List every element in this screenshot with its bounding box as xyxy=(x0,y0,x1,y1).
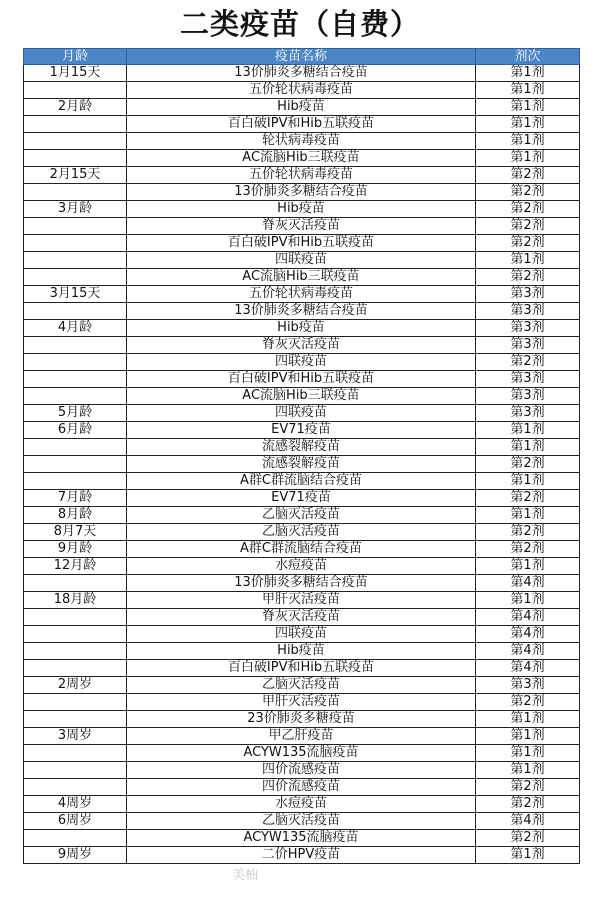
cell-age xyxy=(24,626,127,643)
table-row xyxy=(24,252,580,269)
cell-age xyxy=(24,252,127,269)
cell-vaccine-name: 13价肺炎多糖结合疫苗 xyxy=(127,575,476,592)
cell-dose: 第2剂 xyxy=(476,490,580,507)
table-row xyxy=(24,65,580,82)
cell-vaccine-name: AC流脑Hib三联疫苗 xyxy=(127,269,476,286)
table-row xyxy=(24,575,580,592)
cell-vaccine-name: 五价轮状病毒疫苗 xyxy=(127,82,476,99)
table-row xyxy=(24,82,580,99)
cell-age: 4月龄 xyxy=(24,320,127,337)
cell-dose: 第1剂 xyxy=(476,745,580,762)
cell-age xyxy=(24,711,127,728)
cell-dose: 第2剂 xyxy=(476,456,580,473)
cell-dose: 第3剂 xyxy=(476,405,580,422)
cell-vaccine-name: 13价肺炎多糖结合疫苗 xyxy=(127,184,476,201)
cell-dose: 第2剂 xyxy=(476,218,580,235)
cell-age xyxy=(24,303,127,320)
cell-vaccine-name: Hib疫苗 xyxy=(127,99,476,116)
cell-dose: 第3剂 xyxy=(476,320,580,337)
cell-vaccine-name: 13价肺炎多糖结合疫苗 xyxy=(127,65,476,82)
cell-dose: 第2剂 xyxy=(476,524,580,541)
table-row xyxy=(24,303,580,320)
cell-vaccine-name: 四联疫苗 xyxy=(127,405,476,422)
table-row xyxy=(24,269,580,286)
cell-dose: 第1剂 xyxy=(476,150,580,167)
cell-vaccine-name: Hib疫苗 xyxy=(127,201,476,218)
table-row xyxy=(24,592,580,609)
cell-vaccine-name: ACYW135流脑疫苗 xyxy=(127,830,476,847)
cell-vaccine-name: 乙脑灭活疫苗 xyxy=(127,524,476,541)
table-header-row xyxy=(24,49,580,65)
cell-age: 6周岁 xyxy=(24,813,127,830)
cell-age: 9周岁 xyxy=(24,847,127,864)
cell-dose: 第1剂 xyxy=(476,116,580,133)
cell-age: 9月龄 xyxy=(24,541,127,558)
cell-age: 8月7天 xyxy=(24,524,127,541)
cell-age: 5月龄 xyxy=(24,405,127,422)
cell-age: 3月15天 xyxy=(24,286,127,303)
table-row xyxy=(24,201,580,218)
cell-dose: 第1剂 xyxy=(476,422,580,439)
cell-vaccine-name: 23价肺炎多糖疫苗 xyxy=(127,711,476,728)
table-row xyxy=(24,388,580,405)
table-row xyxy=(24,490,580,507)
vaccine-schedule-table xyxy=(23,48,580,864)
cell-vaccine-name: 四价流感疫苗 xyxy=(127,779,476,796)
table-row xyxy=(24,677,580,694)
cell-dose: 第1剂 xyxy=(476,728,580,745)
table-row xyxy=(24,150,580,167)
cell-age xyxy=(24,235,127,252)
table-row xyxy=(24,541,580,558)
cell-vaccine-name: 水痘疫苗 xyxy=(127,558,476,575)
cell-dose: 第4剂 xyxy=(476,626,580,643)
cell-age: 1月15天 xyxy=(24,65,127,82)
cell-vaccine-name: 四价流感疫苗 xyxy=(127,762,476,779)
table-row xyxy=(24,558,580,575)
cell-age xyxy=(24,694,127,711)
cell-vaccine-name: 轮状病毒疫苗 xyxy=(127,133,476,150)
cell-age: 18月龄 xyxy=(24,592,127,609)
cell-dose: 第1剂 xyxy=(476,473,580,490)
cell-vaccine-name: EV71疫苗 xyxy=(127,422,476,439)
cell-vaccine-name: 脊灰灭活疫苗 xyxy=(127,218,476,235)
cell-dose: 第4剂 xyxy=(476,813,580,830)
table-row xyxy=(24,133,580,150)
cell-dose: 第3剂 xyxy=(476,677,580,694)
cell-dose: 第1剂 xyxy=(476,65,580,82)
cell-dose: 第2剂 xyxy=(476,796,580,813)
cell-vaccine-name: 五价轮状病毒疫苗 xyxy=(127,167,476,184)
table-row xyxy=(24,507,580,524)
cell-vaccine-name: 百白破IPV和Hib五联疫苗 xyxy=(127,235,476,252)
table-row xyxy=(24,218,580,235)
cell-dose: 第2剂 xyxy=(476,201,580,218)
header-vaccine-name: 疫苗名称 xyxy=(127,49,476,65)
cell-dose: 第2剂 xyxy=(476,541,580,558)
watermark: 美柚 xyxy=(232,868,259,883)
table-row xyxy=(24,167,580,184)
cell-dose: 第4剂 xyxy=(476,609,580,626)
cell-dose: 第1剂 xyxy=(476,711,580,728)
cell-vaccine-name: 四联疫苗 xyxy=(127,626,476,643)
table-row xyxy=(24,694,580,711)
cell-dose: 第2剂 xyxy=(476,167,580,184)
cell-age xyxy=(24,762,127,779)
cell-age xyxy=(24,133,127,150)
cell-vaccine-name: 脊灰灭活疫苗 xyxy=(127,337,476,354)
cell-age: 2月龄 xyxy=(24,99,127,116)
cell-dose: 第1剂 xyxy=(476,592,580,609)
cell-dose: 第2剂 xyxy=(476,269,580,286)
table-row xyxy=(24,286,580,303)
cell-vaccine-name: 百白破IPV和Hib五联疫苗 xyxy=(127,660,476,677)
table-row xyxy=(24,354,580,371)
cell-dose: 第2剂 xyxy=(476,694,580,711)
cell-vaccine-name: 流感裂解疫苗 xyxy=(127,439,476,456)
cell-vaccine-name: 乙脑灭活疫苗 xyxy=(127,677,476,694)
cell-dose: 第3剂 xyxy=(476,388,580,405)
cell-dose: 第1剂 xyxy=(476,99,580,116)
cell-dose: 第1剂 xyxy=(476,133,580,150)
cell-vaccine-name: 二价HPV疫苗 xyxy=(127,847,476,864)
cell-age: 8月龄 xyxy=(24,507,127,524)
cell-age: 3月龄 xyxy=(24,201,127,218)
table-row xyxy=(24,116,580,133)
cell-age: 4周岁 xyxy=(24,796,127,813)
cell-vaccine-name: ACYW135流脑疫苗 xyxy=(127,745,476,762)
cell-age xyxy=(24,609,127,626)
cell-age xyxy=(24,82,127,99)
cell-age: 3周岁 xyxy=(24,728,127,745)
table-row xyxy=(24,745,580,762)
table-row xyxy=(24,660,580,677)
cell-dose: 第4剂 xyxy=(476,575,580,592)
cell-age xyxy=(24,779,127,796)
cell-dose: 第4剂 xyxy=(476,643,580,660)
cell-vaccine-name: Hib疫苗 xyxy=(127,320,476,337)
cell-age xyxy=(24,269,127,286)
header-dose: 剂次 xyxy=(476,49,580,65)
cell-vaccine-name: 甲乙肝疫苗 xyxy=(127,728,476,745)
table-row xyxy=(24,320,580,337)
cell-dose: 第1剂 xyxy=(476,252,580,269)
cell-vaccine-name: A群C群流脑结合疫苗 xyxy=(127,473,476,490)
cell-age: 6月龄 xyxy=(24,422,127,439)
cell-age xyxy=(24,643,127,660)
cell-dose: 第1剂 xyxy=(476,82,580,99)
cell-vaccine-name: 脊灰灭活疫苗 xyxy=(127,609,476,626)
cell-vaccine-name: 百白破IPV和Hib五联疫苗 xyxy=(127,371,476,388)
cell-age xyxy=(24,184,127,201)
cell-vaccine-name: 五价轮状病毒疫苗 xyxy=(127,286,476,303)
cell-age xyxy=(24,116,127,133)
cell-vaccine-name: 百白破IPV和Hib五联疫苗 xyxy=(127,116,476,133)
cell-dose: 第2剂 xyxy=(476,235,580,252)
cell-dose: 第1剂 xyxy=(476,507,580,524)
table-row xyxy=(24,796,580,813)
header-age: 月龄 xyxy=(24,49,127,65)
cell-vaccine-name: Hib疫苗 xyxy=(127,643,476,660)
cell-dose: 第3剂 xyxy=(476,303,580,320)
table-row xyxy=(24,847,580,864)
cell-dose: 第3剂 xyxy=(476,337,580,354)
cell-age xyxy=(24,337,127,354)
cell-age: 2周岁 xyxy=(24,677,127,694)
cell-age xyxy=(24,218,127,235)
table-row xyxy=(24,456,580,473)
cell-age xyxy=(24,830,127,847)
table-row xyxy=(24,813,580,830)
cell-vaccine-name: 流感裂解疫苗 xyxy=(127,456,476,473)
cell-age xyxy=(24,439,127,456)
cell-age xyxy=(24,150,127,167)
cell-dose: 第1剂 xyxy=(476,847,580,864)
table-row xyxy=(24,711,580,728)
cell-age xyxy=(24,388,127,405)
table-row xyxy=(24,626,580,643)
cell-vaccine-name: AC流脑Hib三联疫苗 xyxy=(127,388,476,405)
cell-age xyxy=(24,371,127,388)
cell-dose: 第3剂 xyxy=(476,286,580,303)
table-row xyxy=(24,371,580,388)
cell-vaccine-name: EV71疫苗 xyxy=(127,490,476,507)
cell-vaccine-name: 四联疫苗 xyxy=(127,252,476,269)
cell-vaccine-name: A群C群流脑结合疫苗 xyxy=(127,541,476,558)
table-row xyxy=(24,762,580,779)
cell-vaccine-name: 水痘疫苗 xyxy=(127,796,476,813)
cell-dose: 第3剂 xyxy=(476,371,580,388)
cell-age xyxy=(24,456,127,473)
cell-dose: 第4剂 xyxy=(476,660,580,677)
cell-vaccine-name: 13价肺炎多糖结合疫苗 xyxy=(127,303,476,320)
cell-dose: 第1剂 xyxy=(476,558,580,575)
cell-age xyxy=(24,354,127,371)
cell-age xyxy=(24,660,127,677)
cell-dose: 第2剂 xyxy=(476,830,580,847)
cell-age: 7月龄 xyxy=(24,490,127,507)
cell-vaccine-name: 乙脑灭活疫苗 xyxy=(127,507,476,524)
table-row xyxy=(24,643,580,660)
cell-dose: 第1剂 xyxy=(476,439,580,456)
cell-age xyxy=(24,745,127,762)
cell-dose: 第2剂 xyxy=(476,779,580,796)
table-row xyxy=(24,405,580,422)
cell-vaccine-name: 甲肝灭活疫苗 xyxy=(127,592,476,609)
cell-dose: 第2剂 xyxy=(476,184,580,201)
table-row xyxy=(24,524,580,541)
cell-vaccine-name: AC流脑Hib三联疫苗 xyxy=(127,150,476,167)
cell-age: 2月15天 xyxy=(24,167,127,184)
table-row xyxy=(24,439,580,456)
cell-vaccine-name: 乙脑灭活疫苗 xyxy=(127,813,476,830)
cell-vaccine-name: 四联疫苗 xyxy=(127,354,476,371)
table-row xyxy=(24,609,580,626)
cell-vaccine-name: 甲肝灭活疫苗 xyxy=(127,694,476,711)
cell-age xyxy=(24,575,127,592)
table-row xyxy=(24,235,580,252)
cell-age: 12月龄 xyxy=(24,558,127,575)
table-row xyxy=(24,779,580,796)
table-row xyxy=(24,337,580,354)
table-row xyxy=(24,184,580,201)
cell-dose: 第2剂 xyxy=(476,354,580,371)
cell-age xyxy=(24,473,127,490)
table-row xyxy=(24,99,580,116)
page-title: 二类疫苗（自费） xyxy=(179,7,420,41)
cell-dose: 第1剂 xyxy=(476,762,580,779)
table-row xyxy=(24,473,580,490)
table-row xyxy=(24,422,580,439)
table-row xyxy=(24,830,580,847)
table-row xyxy=(24,728,580,745)
